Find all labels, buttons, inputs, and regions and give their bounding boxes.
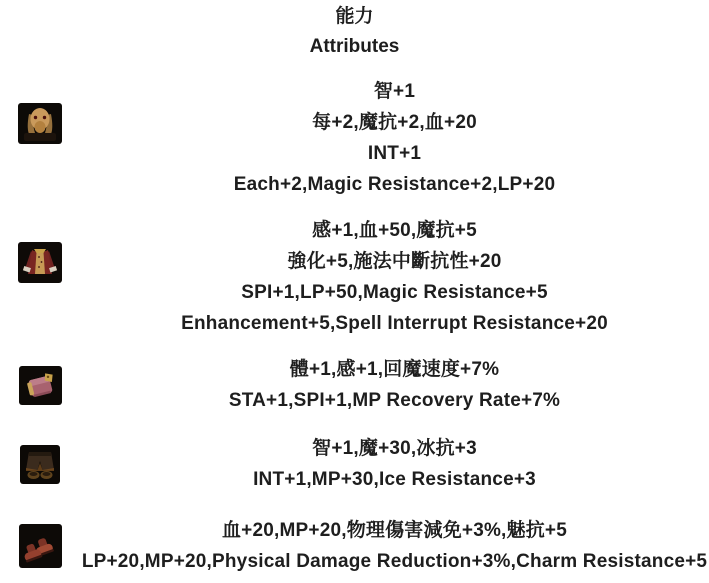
item-rows	[0, 76, 709, 577]
attribute-line: 每+2,魔抗+2,血+20	[312, 112, 477, 133]
attribute-line: 智+1,魔+30,冰抗+3	[312, 438, 477, 459]
red-coat-icon	[0, 242, 80, 283]
item-row	[0, 76, 709, 200]
item-row	[0, 433, 709, 495]
pink-pouch-icon	[0, 366, 80, 405]
attribute-lines	[80, 215, 709, 339]
attribute-lines	[80, 433, 709, 495]
item-row	[0, 354, 709, 416]
attribute-line: INT+1,MP+30,Ice Resistance+3	[253, 469, 536, 490]
attribute-line: 感+1,血+50,魔抗+5	[312, 220, 477, 241]
attribute-line: 血+20,MP+20,物理傷害減免+3%,魅抗+5	[221, 520, 567, 541]
attribute-line: LP+20,MP+20,Physical Damage Reduction+3%,Charm Resistance+5	[81, 551, 708, 572]
attribute-line: SPI+1,LP+50,Magic Resistance+5	[241, 282, 548, 303]
dark-pants-icon	[0, 445, 80, 484]
attribute-line: 體+1,感+1,回魔速度+7%	[289, 359, 500, 380]
item-row	[0, 515, 709, 577]
table-title-zh: 能力	[335, 6, 374, 27]
red-shoes-icon	[0, 524, 80, 568]
attribute-lines	[80, 515, 709, 577]
table-header	[0, 0, 709, 62]
attribute-lines	[80, 76, 709, 200]
attribute-line: 強化+5,施法中斷抗性+20	[287, 251, 502, 272]
attribute-lines	[80, 354, 709, 416]
attribute-line: Each+2,Magic Resistance+2,LP+20	[233, 174, 556, 195]
attribute-line: Enhancement+5,Spell Interrupt Resistance+20	[181, 313, 608, 334]
attribute-line: 智+1	[373, 81, 416, 102]
item-row	[0, 215, 709, 339]
rabbit-hat-icon	[0, 103, 80, 144]
table-title-en: Attributes	[309, 36, 400, 57]
attribute-line: INT+1	[367, 143, 422, 164]
attribute-line: STA+1,SPI+1,MP Recovery Rate+7%	[228, 390, 561, 411]
